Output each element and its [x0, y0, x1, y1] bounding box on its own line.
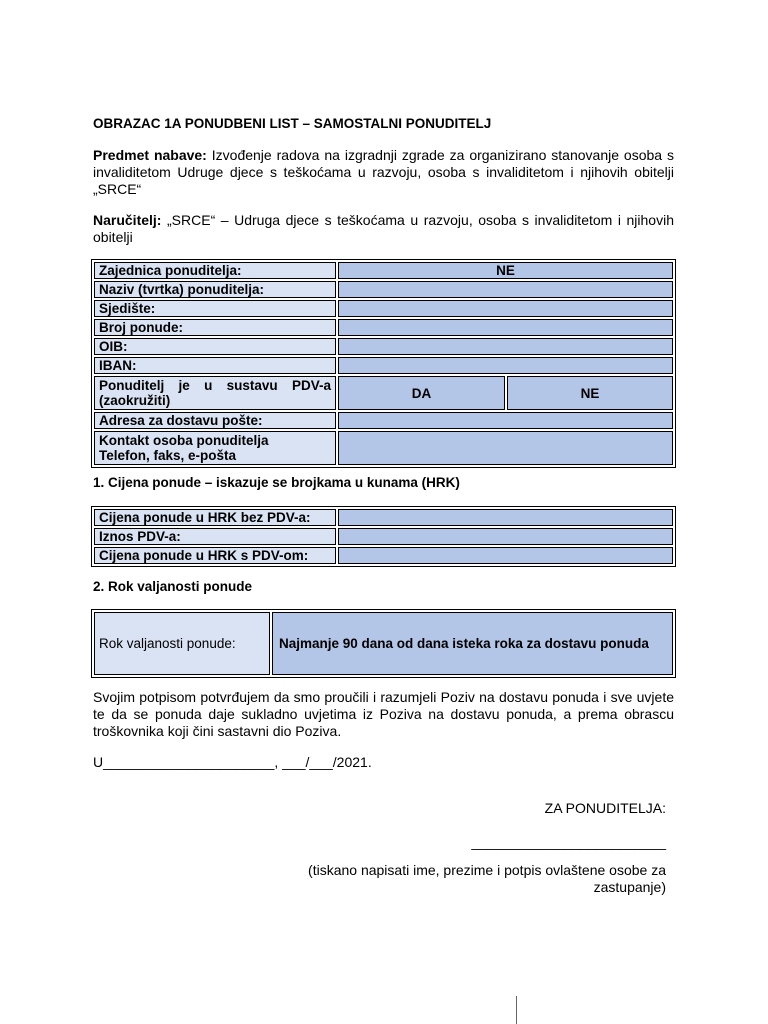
bidder-table — [91, 259, 676, 468]
price-table — [91, 506, 676, 567]
table-row — [94, 281, 673, 298]
oib-label: OIB: — [94, 338, 336, 355]
table-row — [94, 319, 673, 336]
validity-label: Rok valjanosti ponude: — [94, 612, 270, 675]
form-title: OBRAZAC 1A PONUDBENI LIST – SAMOSTALNI PONUDITELJ — [93, 116, 492, 131]
table-row — [94, 528, 673, 545]
oib-field[interactable] — [338, 338, 673, 355]
section-2-heading: 2. Rok valjanosti ponude — [93, 579, 253, 594]
signature-note: (tiskano napisati ime, prezime i potpis ovlaštene osobe za zastupanje) — [308, 862, 666, 895]
address-label: Adresa za dostavu pošte: — [94, 412, 336, 429]
vat-no-option[interactable]: NE — [507, 376, 673, 410]
vat-amount-field[interactable] — [338, 528, 673, 545]
price-excl-vat-field[interactable] — [338, 509, 673, 526]
iban-field[interactable] — [338, 357, 673, 374]
table-row — [94, 431, 673, 465]
validity-table — [91, 609, 676, 678]
text-cursor — [516, 996, 517, 1024]
contact-label-line-1: Kontakt osoba ponuditelja — [99, 433, 269, 448]
contact-field[interactable] — [338, 431, 673, 465]
declaration-paragraph: Svojim potpisom potvrđujem da smo proučili i razumjeli Poziv na dostavu ponuda i sve uvjete te da se ponuda daje sukladno uvjetima iz Poziva na dostavu ponuda, a prema obrascu troškovnika koji čini sastavni dio Poziva. — [93, 689, 674, 739]
table-row — [94, 338, 673, 355]
iban-label: IBAN: — [94, 357, 336, 374]
price-incl-vat-field[interactable] — [338, 547, 673, 564]
seat-field[interactable] — [338, 300, 673, 317]
consortium-value[interactable]: NE — [338, 262, 673, 279]
table-row — [94, 262, 673, 279]
subject-label: Predmet nabave: — [93, 147, 207, 163]
vat-amount-label: Iznos PDV-a: — [94, 528, 336, 545]
seat-label: Sjedište: — [94, 300, 336, 317]
address-field[interactable] — [338, 412, 673, 429]
place-date-line: U______________________, ___/___/2021. — [93, 754, 372, 770]
bid-number-field[interactable] — [338, 319, 673, 336]
subject-text: Izvođenje radova na izgradnji zgrade za organizirano stanovanje osoba s invaliditetom Udruge djece s teškoćama u razvoju, osoba s invaliditetom i njihovih obitelji „SRCE“ — [93, 147, 674, 197]
bidder-name-label: Naziv (tvrtka) ponuditelja: — [94, 281, 336, 298]
table-row — [94, 357, 673, 374]
price-excl-vat-label: Cijena ponude u HRK bez PDV-a: — [94, 509, 336, 526]
contact-label-line-2: Telefon, faks, e-pošta — [99, 448, 237, 463]
contact-label — [94, 431, 336, 465]
table-row — [94, 300, 673, 317]
vat-label: Ponuditelj je u sustavu PDV-a (zaokružiti) — [94, 376, 336, 410]
consortium-label: Zajednica ponuditelja: — [94, 262, 336, 279]
for-bidder-label: ZA PONUDITELJA: — [544, 800, 666, 816]
subject-paragraph — [93, 147, 674, 198]
vat-yes-option[interactable]: DA — [338, 376, 505, 410]
client-label: Naručitelj: — [93, 212, 162, 228]
table-row — [94, 412, 673, 429]
client-text: „SRCE“ – Udruga djece s teškoćama u razvoju, osoba s invaliditetom i njihovih obitelji — [93, 212, 674, 245]
client-paragraph — [93, 212, 674, 246]
table-row — [94, 376, 673, 410]
price-incl-vat-label: Cijena ponude u HRK s PDV-om: — [94, 547, 336, 564]
bidder-name-field[interactable] — [338, 281, 673, 298]
bid-number-label: Broj ponude: — [94, 319, 336, 336]
section-1-heading: 1. Cijena ponude – iskazuje se brojkama u kunama (HRK) — [93, 475, 460, 490]
validity-value: Najmanje 90 dana od dana isteka roka za dostavu ponuda — [272, 612, 673, 675]
table-row — [94, 547, 673, 564]
table-row — [94, 612, 673, 675]
table-row — [94, 509, 673, 526]
signature-line: _________________________ — [471, 834, 666, 850]
